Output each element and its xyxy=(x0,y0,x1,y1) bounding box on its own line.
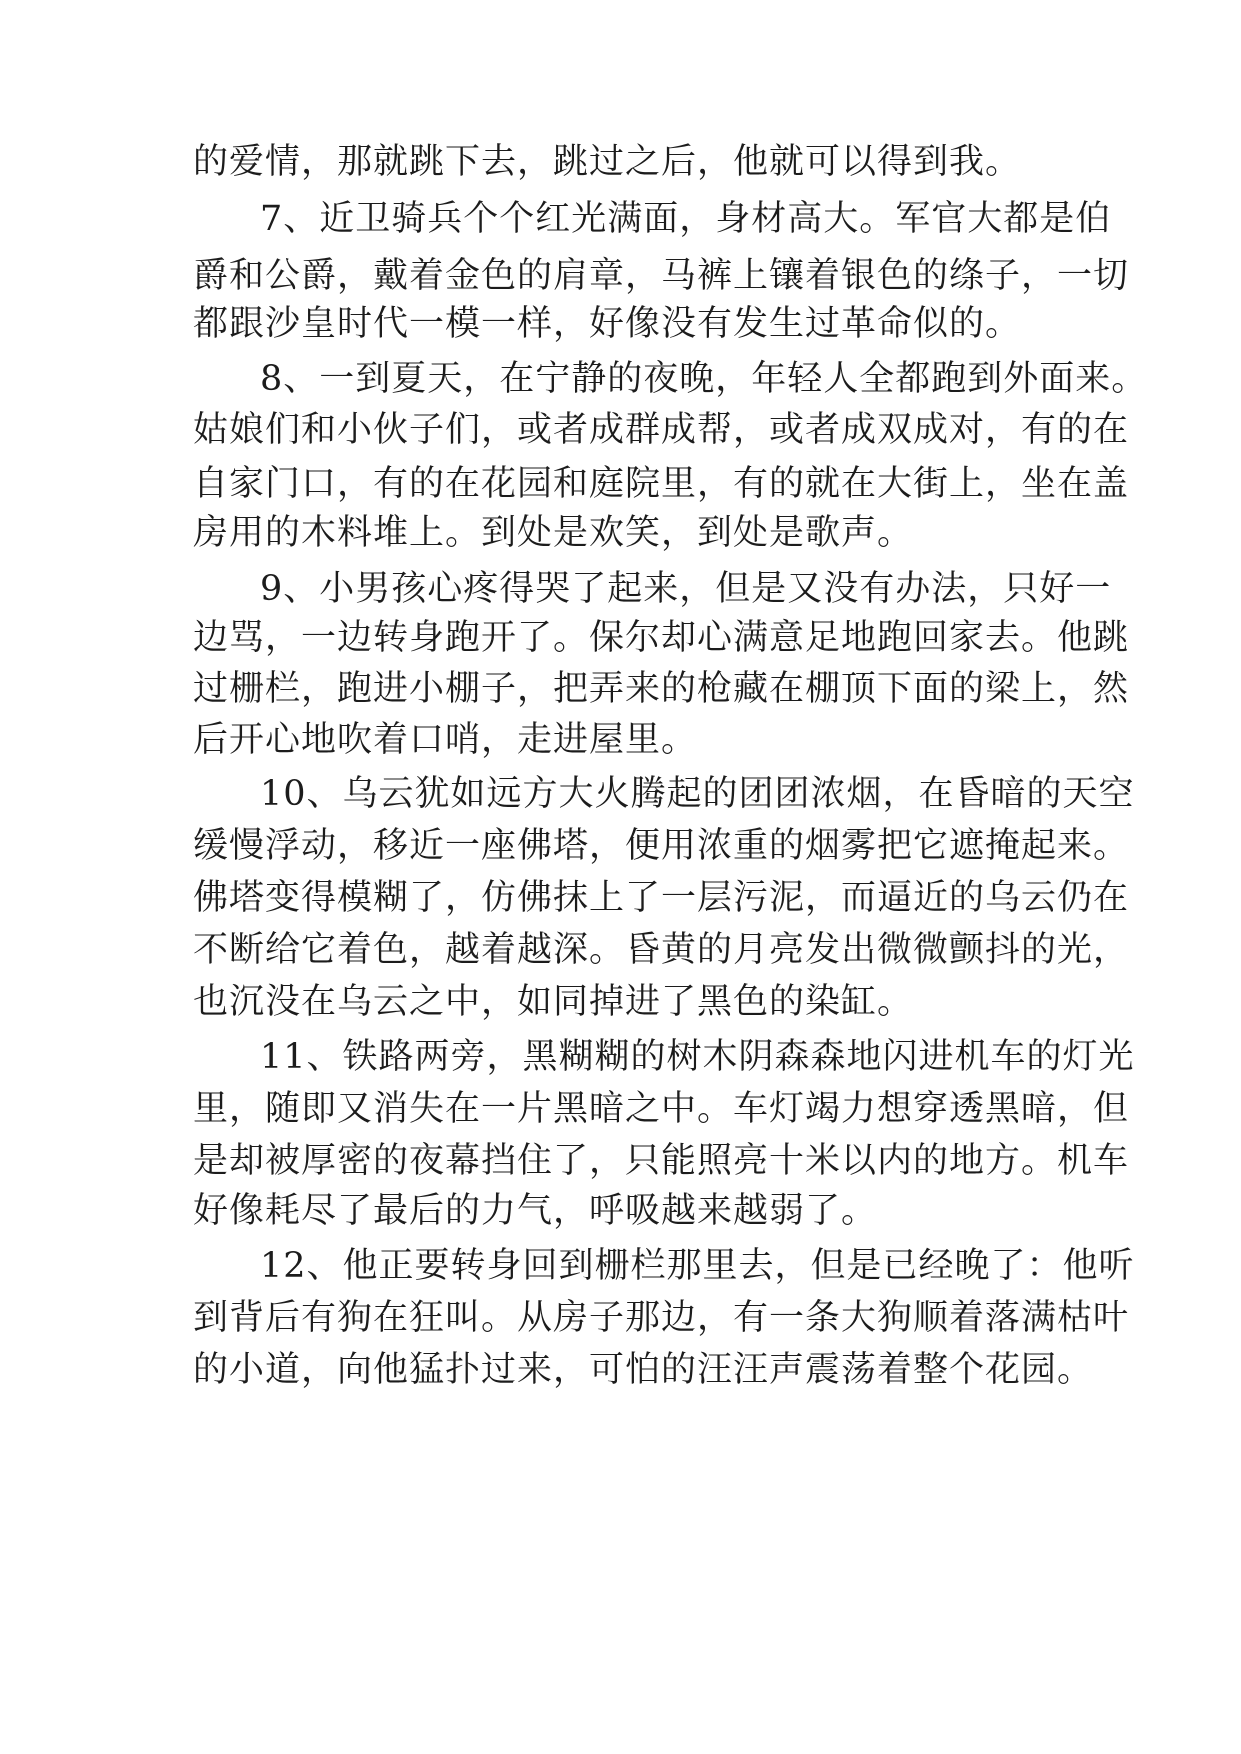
text-line: 姑娘们和小伙子们，或者成群成帮，或者成双成对，有的在 xyxy=(193,410,1130,450)
paragraph-first-line: 10、乌云犹如远方大火腾起的团团浓烟，在昏暗的天空 xyxy=(260,774,1135,814)
text-line: 的小道，向他猛扑过来，可怕的汪汪声震荡着整个花园。 xyxy=(193,1350,1094,1390)
paragraph-first-line: 12、他正要转身回到栅栏那里去，但是已经晚了：他听 xyxy=(260,1246,1135,1286)
text-line: 边骂，一边转身跑开了。保尔却心满意足地跑回家去。他跳 xyxy=(193,618,1130,658)
text-line: 是却被厚密的夜幕挡住了，只能照亮十米以内的地方。机车 xyxy=(193,1141,1130,1181)
text-line: 里，随即又消失在一片黑暗之中。车灯竭力想穿透黑暗，但 xyxy=(193,1089,1130,1129)
paragraph-first-line: 8、一到夏天，在宁静的夜晚，年轻人全都跑到外面来。 xyxy=(260,359,1148,399)
text-line: 不断给它着色，越着越深。昏黄的月亮发出微微颤抖的光， xyxy=(193,930,1130,970)
text-line: 佛塔变得模糊了，仿佛抹上了一层污泥，而逼近的乌云仍在 xyxy=(193,878,1130,918)
text-line: 过栅栏，跑进小棚子，把弄来的枪藏在棚顶下面的梁上，然 xyxy=(193,669,1130,709)
text-line: 后开心地吹着口哨，走进屋里。 xyxy=(193,720,698,760)
text-line: 好像耗尽了最后的力气，呼吸越来越弱了。 xyxy=(193,1191,878,1231)
paragraph-first-line: 7、近卫骑兵个个红光满面，身材高大。军官大都是伯 xyxy=(260,199,1112,239)
text-line: 自家门口，有的在花园和庭院里，有的就在大街上，坐在盖 xyxy=(193,464,1130,504)
text-line: 都跟沙皇时代一模一样，好像没有发生过革命似的。 xyxy=(193,304,1022,344)
text-line: 的爱情，那就跳下去，跳过之后，他就可以得到我。 xyxy=(193,142,1022,182)
text-line: 缓慢浮动，移近一座佛塔，便用浓重的烟雾把它遮掩起来。 xyxy=(193,826,1130,866)
text-line: 到背后有狗在狂叫。从房子那边，有一条大狗顺着落满枯叶 xyxy=(193,1298,1130,1338)
paragraph-first-line: 11、铁路两旁，黑糊糊的树木阴森森地闪进机车的灯光 xyxy=(260,1037,1135,1077)
paragraph-first-line: 9、小男孩心疼得哭了起来，但是又没有办法，只好一 xyxy=(260,569,1112,609)
text-line: 爵和公爵，戴着金色的肩章，马裤上镶着银色的绦子，一切 xyxy=(193,256,1130,296)
text-line: 房用的木料堆上。到处是欢笑，到处是歌声。 xyxy=(193,513,914,553)
text-line: 也沉没在乌云之中，如同掉进了黑色的染缸。 xyxy=(193,982,914,1022)
